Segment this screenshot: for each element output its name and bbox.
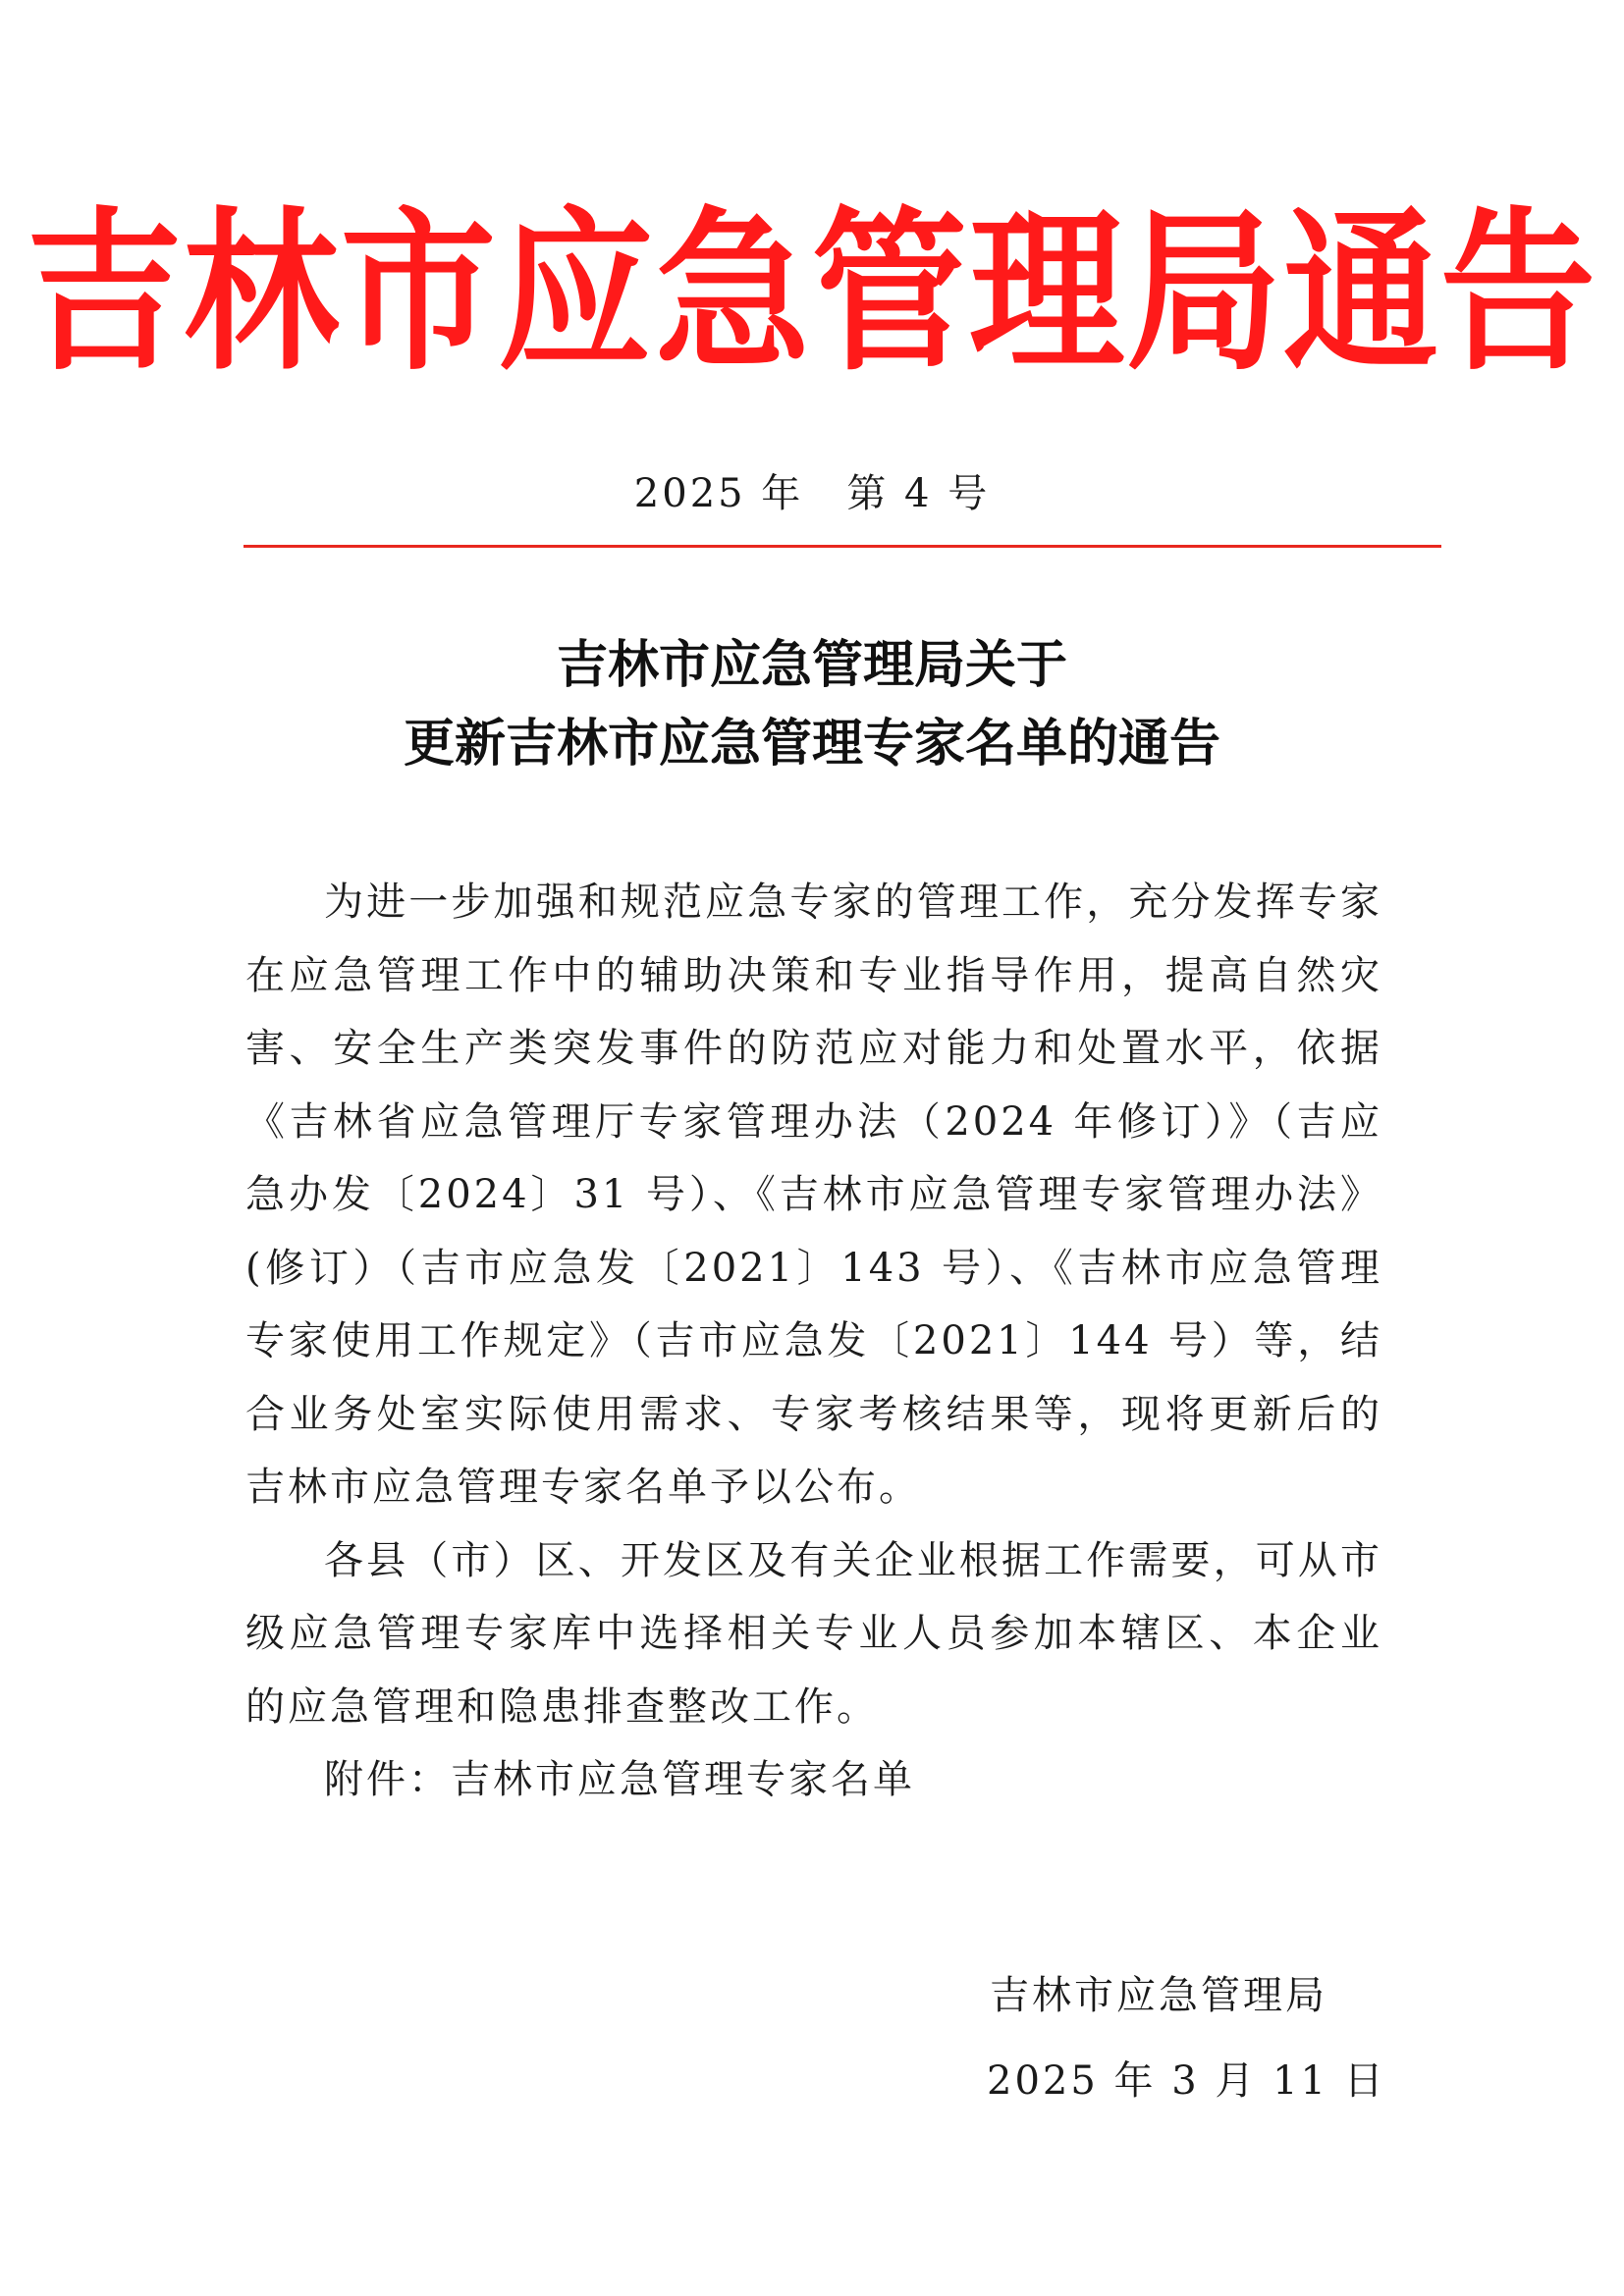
body-paragraph-1: 为进一步加强和规范应急专家的管理工作，充分发挥专家在应急管理工作中的辅助决策和专业指导作用，提高自然灾害、安全生产类突发事件的防范应对能力和处置水平，依据《吉林省应急管理厅专家管理办法（2024 年修订）》（吉应急办发〔2024〕31 号）、《吉林市应急管理专家管理办法》(修订）（吉市应急发〔2021〕143 号）、《吉林市应急管理专家使用工作规定》（吉市应急发〔2021〕144 号）等，结合业务处室实际使用需求、专家考核结果等，现将更新后的吉林市应急管理专家名单予以公布。 xyxy=(245,880,1382,1510)
document-issue-number: 第 4 号 xyxy=(846,471,991,516)
document-year: 2025 年 xyxy=(633,471,804,516)
notice-title-line-1: 吉林市应急管理局关于 xyxy=(556,636,1067,695)
header-divider xyxy=(244,545,1441,548)
signature-organization: 吉林市应急管理局 xyxy=(990,1973,1327,2018)
document-number xyxy=(0,469,1624,518)
notice-body xyxy=(245,866,1382,1817)
notice-title-line-2: 更新吉林市应急管理专家名单的通告 xyxy=(403,715,1220,774)
body-paragraph-2: 各县（市）区、开发区及有关企业根据工作需要，可从市级应急管理专家库中选择相关专业人员参加本辖区、本企业的应急管理和隐患排查整改工作。 xyxy=(245,1537,1382,1730)
signature-date: 2025 年 3 月 11 日 xyxy=(987,2058,1386,2104)
attachment-line: 附件：吉林市应急管理专家名单 xyxy=(324,1757,915,1802)
masthead-title: 吉林市应急管理局通告 xyxy=(27,191,1597,395)
